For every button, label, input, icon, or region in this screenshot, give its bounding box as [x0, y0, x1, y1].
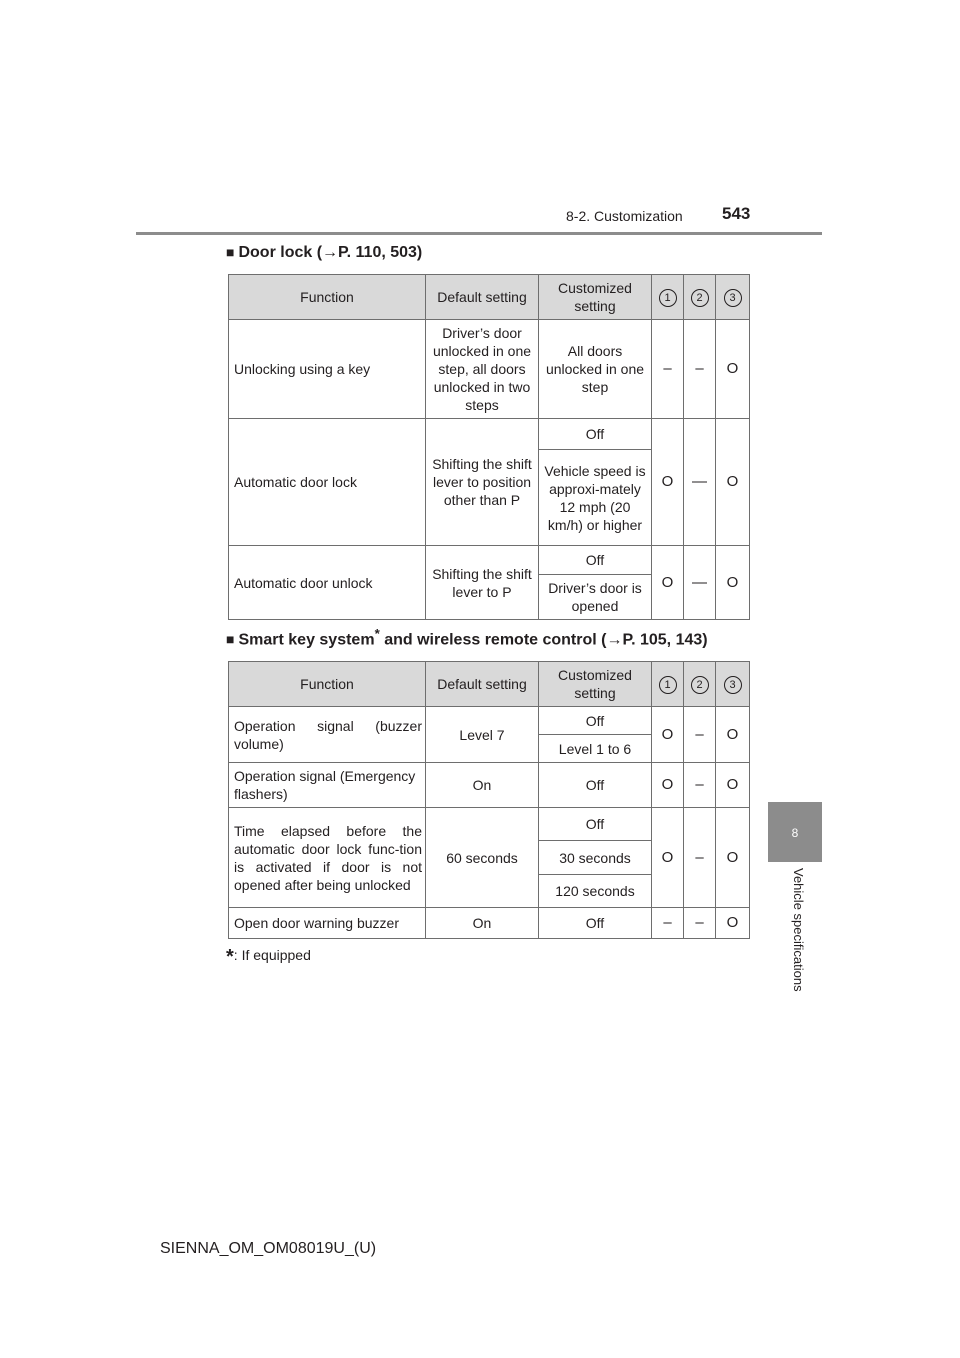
function-cell: Operation signal (Emergency flashers)	[229, 763, 426, 808]
door-lock-table	[228, 274, 750, 620]
col3-cell: O	[716, 908, 750, 939]
customized-header: Customized setting	[539, 275, 652, 320]
function-cell: Automatic door lock	[229, 419, 426, 546]
page-reference: P. 110, 503)	[338, 244, 423, 261]
default-cell: On	[426, 763, 539, 808]
door-lock-heading	[226, 244, 422, 262]
function-cell: Operation signal (buzzer volume)	[229, 707, 426, 763]
custom-cell: All doors unlocked in one step	[539, 320, 652, 419]
function-cell: Time elapsed before the automatic door lock func-tion is activated if door is not opened after being unlocked	[229, 808, 426, 908]
col3-cell: O	[716, 763, 750, 808]
default-cell: Shifting the shift lever to position other than P	[426, 419, 539, 546]
column-3-header	[716, 662, 750, 707]
page-reference: P. 105, 143)	[622, 631, 708, 649]
custom-cell: 30 seconds	[539, 841, 652, 875]
col3-cell: O	[716, 546, 750, 620]
default-cell: On	[426, 908, 539, 939]
smart-key-heading	[226, 626, 708, 649]
default-cell: Level 7	[426, 707, 539, 763]
smart-key-table	[228, 661, 750, 939]
table-row	[229, 808, 750, 841]
function-cell: Open door warning buzzer	[229, 908, 426, 939]
chapter-label: Vehicle specifications	[791, 868, 806, 992]
table-row	[229, 419, 750, 450]
heading-text: Smart key system	[238, 631, 375, 649]
function-cell: Automatic door unlock	[229, 546, 426, 620]
table-row	[229, 707, 750, 735]
table-row	[229, 320, 750, 419]
circled-2-icon: 2	[691, 289, 709, 307]
footnote-text: : If equipped	[233, 947, 311, 963]
custom-cell: Vehicle speed is approxi-mately 12 mph (20 km/h) or higher	[539, 450, 652, 546]
square-bullet-icon: ■	[226, 244, 235, 260]
col3-cell: O	[716, 320, 750, 419]
circled-3-icon: 3	[724, 676, 742, 694]
col1-cell: –	[652, 908, 684, 939]
column-2-header	[684, 275, 716, 320]
default-cell: Driver’s door unlocked in one step, all doors unlocked in two steps	[426, 320, 539, 419]
heading-text: Door lock (	[238, 244, 323, 261]
column-1-header	[652, 662, 684, 707]
section-header: 8-2. Customization	[566, 208, 683, 224]
footnote-star: *	[374, 626, 380, 641]
col3-cell: O	[716, 707, 750, 763]
col2-cell: –	[684, 908, 716, 939]
square-bullet-icon: ■	[226, 631, 235, 648]
col2-cell: —	[684, 419, 716, 546]
default-cell: Shifting the shift lever to P	[426, 546, 539, 620]
col2-cell: –	[684, 707, 716, 763]
col1-cell: O	[652, 546, 684, 620]
default-header: Default setting	[426, 662, 539, 707]
table-header-row	[229, 662, 750, 707]
table-row	[229, 546, 750, 575]
col3-cell: O	[716, 808, 750, 908]
custom-cell: Off	[539, 808, 652, 841]
custom-cell: Off	[539, 763, 652, 808]
custom-cell: Off	[539, 419, 652, 450]
function-cell: Unlocking using a key	[229, 320, 426, 419]
chapter-label-wrap	[768, 868, 822, 1018]
col2-cell: –	[684, 763, 716, 808]
circled-3-icon: 3	[724, 289, 742, 307]
custom-cell: Off	[539, 707, 652, 735]
default-cell: 60 seconds	[426, 808, 539, 908]
custom-cell: Driver’s door is opened	[539, 575, 652, 620]
function-header: Function	[229, 275, 426, 320]
document-code: SIENNA_OM_OM08019U_(U)	[160, 1240, 377, 1257]
heading-text-rest: and wireless remote control (	[379, 631, 607, 649]
arrow-icon: →	[322, 244, 339, 261]
custom-cell: Level 1 to 6	[539, 735, 652, 763]
col2-cell: —	[684, 546, 716, 620]
customized-header: Customized setting	[539, 662, 652, 707]
arrow-icon: →	[606, 631, 623, 649]
col1-cell: O	[652, 808, 684, 908]
custom-cell: Off	[539, 908, 652, 939]
column-1-header	[652, 275, 684, 320]
table-row	[229, 763, 750, 808]
custom-cell: Off	[539, 546, 652, 575]
chapter-number: 8	[791, 826, 799, 840]
col1-cell: O	[652, 763, 684, 808]
circled-2-icon: 2	[691, 676, 709, 694]
circled-1-icon: 1	[659, 676, 677, 694]
col1-cell: O	[652, 419, 684, 546]
function-header: Function	[229, 662, 426, 707]
col1-cell: O	[652, 707, 684, 763]
column-3-header	[716, 275, 750, 320]
custom-cell: 120 seconds	[539, 875, 652, 908]
table-row	[229, 908, 750, 939]
table-header-row	[229, 275, 750, 320]
col2-cell: –	[684, 320, 716, 419]
circled-1-icon: 1	[659, 289, 677, 307]
page-number: 543	[722, 204, 751, 223]
column-2-header	[684, 662, 716, 707]
footnote	[226, 946, 311, 969]
header-divider	[136, 232, 822, 235]
default-header: Default setting	[426, 275, 539, 320]
footnote-star: *	[226, 946, 234, 968]
col3-cell: O	[716, 419, 750, 546]
col1-cell: –	[652, 320, 684, 419]
col2-cell: –	[684, 808, 716, 908]
